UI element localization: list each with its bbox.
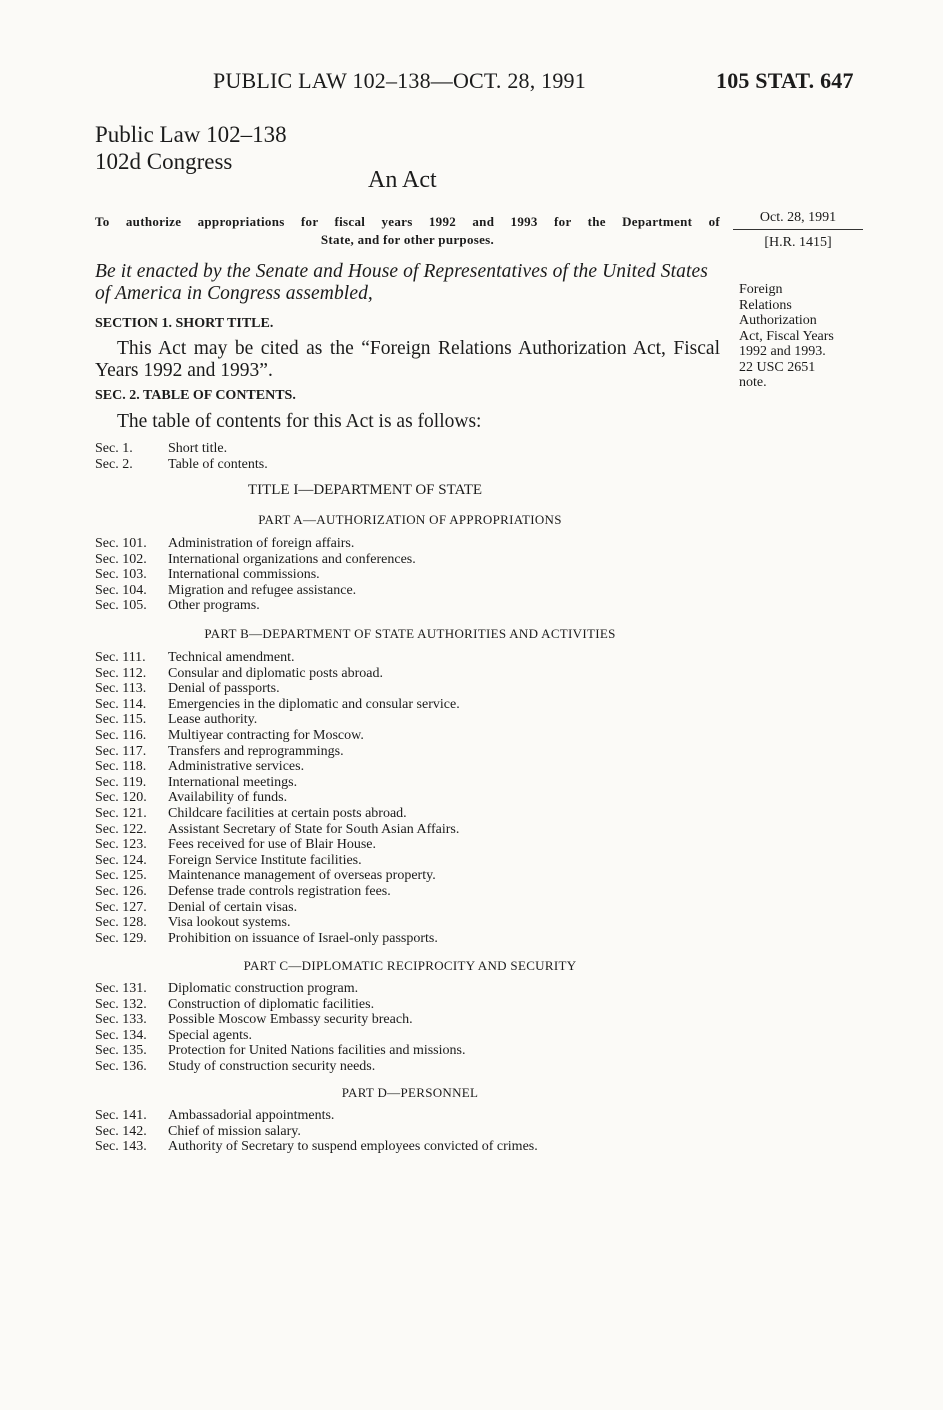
toc-section-number: Sec. 135. bbox=[95, 1043, 147, 1059]
toc-row bbox=[95, 1043, 465, 1059]
toc-row bbox=[95, 884, 460, 900]
part-d-list bbox=[95, 1108, 538, 1155]
toc-section-number: Sec. 122. bbox=[95, 821, 147, 837]
toc-section-number: Sec. 132. bbox=[95, 996, 147, 1012]
margin-note-line: 1992 and 1993. bbox=[739, 344, 826, 359]
toc-section-title: International organizations and conferences. bbox=[168, 551, 416, 567]
toc-row bbox=[95, 931, 460, 947]
part-d-heading: PART D—PERSONNEL bbox=[341, 1085, 479, 1100]
toc-section-number: Sec. 101. bbox=[95, 536, 147, 551]
toc-section-title: Consular and diplomatic posts abroad. bbox=[168, 665, 384, 681]
toc-section-title: Administration of foreign affairs. bbox=[168, 536, 355, 551]
toc-section-number: Sec. 111. bbox=[95, 650, 146, 665]
section-2-text: The table of contents for this Act is as follows: bbox=[117, 411, 482, 432]
toc-section-title: Authority of Secretary to suspend employees convicted of crimes. bbox=[168, 1139, 538, 1155]
toc-intro-list bbox=[95, 441, 268, 472]
title-i-heading: TITLE I—DEPARTMENT OF STATE bbox=[247, 482, 483, 498]
toc-section-number: Sec. 141. bbox=[95, 1108, 147, 1123]
toc-section-title: Childcare facilities at certain posts abroad. bbox=[168, 805, 407, 821]
toc-row bbox=[95, 536, 416, 552]
toc-row bbox=[95, 552, 416, 568]
toc-row bbox=[95, 457, 268, 473]
toc-row bbox=[95, 1059, 465, 1075]
toc-section-number: Sec. 113. bbox=[95, 681, 147, 697]
toc-row bbox=[95, 790, 460, 806]
toc-row bbox=[95, 1108, 538, 1124]
toc-section-number: Sec. 105. bbox=[95, 598, 147, 614]
toc-row bbox=[95, 853, 460, 869]
congress-label: 102d Congress bbox=[95, 149, 233, 174]
toc-row bbox=[95, 981, 465, 997]
margin-note-line: Authorization bbox=[739, 313, 817, 328]
toc-section-title: Multiyear contracting for Moscow. bbox=[168, 727, 364, 743]
toc-section-title: Maintenance management of overseas property. bbox=[168, 868, 436, 884]
margin-note-line: Act, Fiscal Years bbox=[739, 328, 834, 344]
toc-row bbox=[95, 744, 460, 760]
margin-note-line: 22 USC 2651 bbox=[739, 359, 816, 375]
toc-row bbox=[95, 712, 460, 728]
toc-section-number: Sec. 125. bbox=[95, 868, 147, 884]
toc-section-number: Sec. 133. bbox=[95, 1012, 147, 1028]
toc-section-number: Sec. 126. bbox=[95, 883, 147, 899]
toc-row bbox=[95, 759, 460, 775]
toc-row bbox=[95, 1139, 538, 1155]
toc-section-title: Prohibition on issuance of Israel-only passports. bbox=[168, 930, 438, 946]
running-head-page: 105 STAT. 647 bbox=[716, 68, 854, 93]
toc-section-title: Other programs. bbox=[168, 598, 260, 614]
toc-section-title: Special agents. bbox=[168, 1027, 252, 1043]
toc-row bbox=[95, 1028, 465, 1044]
toc-section-title: Possible Moscow Embassy security breach. bbox=[168, 1012, 413, 1028]
toc-section-title: Protection for United Nations facilities and missions. bbox=[168, 1043, 466, 1059]
toc-section-title: Study of construction security needs. bbox=[168, 1058, 376, 1074]
toc-section-number: Sec. 142. bbox=[95, 1123, 147, 1139]
toc-section-number: Sec. 112. bbox=[95, 665, 147, 681]
toc-section-number: Sec. 114. bbox=[95, 696, 147, 712]
section-2-heading: SEC. 2. TABLE OF CONTENTS. bbox=[95, 388, 296, 403]
toc-section-title: Visa lookout systems. bbox=[168, 915, 291, 931]
toc-section-title: Defense trade controls registration fees. bbox=[168, 883, 391, 899]
margin-note-line: note. bbox=[739, 375, 767, 390]
toc-section-title: Transfers and reprogrammings. bbox=[168, 743, 344, 759]
toc-section-number: Sec. 129. bbox=[95, 930, 147, 946]
toc-section-number: Sec. 103. bbox=[95, 567, 147, 583]
section-1-heading: SECTION 1. SHORT TITLE. bbox=[95, 316, 274, 331]
margin-note-line: Relations bbox=[739, 297, 792, 313]
toc-section-title: Denial of passports. bbox=[168, 681, 280, 697]
toc-row bbox=[95, 775, 460, 791]
bill-number: [H.R. 1415] bbox=[764, 235, 832, 250]
toc-section-number: Sec. 102. bbox=[95, 551, 147, 567]
part-a-list bbox=[95, 536, 416, 614]
toc-row bbox=[95, 583, 416, 599]
toc-row bbox=[95, 697, 460, 713]
purpose-line-1: To authorize appropriations for fiscal years 1992 and 1993 for the Department of bbox=[95, 214, 720, 229]
toc-section-title: Foreign Service Institute facilities. bbox=[168, 852, 362, 868]
part-b-list bbox=[95, 650, 460, 946]
toc-section-title: Emergencies in the diplomatic and consular service. bbox=[168, 696, 460, 712]
toc-section-title: Availability of funds. bbox=[168, 790, 288, 806]
toc-section-number: Sec. 118. bbox=[95, 759, 147, 775]
toc-section-number: Sec. 136. bbox=[95, 1058, 147, 1074]
section-1-text: This Act may be cited as the “Foreign Relations Authorization Act, Fiscal Years 1992 and 1993”. bbox=[95, 338, 720, 381]
toc-section-number: Sec. 131. bbox=[95, 981, 147, 996]
toc-section-title: Administrative services. bbox=[168, 759, 305, 775]
toc-section-number: Sec. 128. bbox=[95, 915, 147, 931]
purpose-line-2: State, and for other purposes. bbox=[320, 232, 495, 247]
toc-section-title: International meetings. bbox=[168, 774, 298, 790]
toc-section-title: Migration and refugee assistance. bbox=[168, 582, 357, 598]
toc-section-title: Short title. bbox=[168, 441, 228, 456]
toc-section-number: Sec. 104. bbox=[95, 582, 147, 598]
toc-row bbox=[95, 868, 460, 884]
part-c-list bbox=[95, 981, 465, 1075]
toc-row bbox=[95, 900, 460, 916]
toc-section-number: Sec. 120. bbox=[95, 790, 147, 806]
act-heading: An Act bbox=[368, 167, 437, 193]
toc-section-number: Sec. 127. bbox=[95, 899, 147, 915]
enacting-clause: Be it enacted by the Senate and House of Representatives of the United States of America in Congress assembled, bbox=[95, 261, 708, 304]
toc-section-number: Sec. 2. bbox=[95, 456, 133, 472]
toc-section-number: Sec. 124. bbox=[95, 852, 147, 868]
toc-row bbox=[95, 1124, 538, 1140]
toc-row bbox=[95, 822, 460, 838]
part-b-heading: PART B—DEPARTMENT OF STATE AUTHORITIES AND ACTIVITIES bbox=[204, 626, 616, 641]
margin-date-block bbox=[733, 207, 863, 254]
toc-row bbox=[95, 915, 460, 931]
part-a-heading: PART A—AUTHORIZATION OF APPROPRIATIONS bbox=[258, 512, 562, 527]
toc-row bbox=[95, 650, 460, 666]
toc-section-number: Sec. 116. bbox=[95, 727, 147, 743]
toc-section-title: Table of contents. bbox=[168, 456, 268, 472]
running-head-title: PUBLIC LAW 102–138—OCT. 28, 1991 bbox=[213, 68, 586, 93]
toc-section-title: Ambassadorial appointments. bbox=[168, 1108, 335, 1123]
toc-row bbox=[95, 806, 460, 822]
toc-section-number: Sec. 119. bbox=[95, 774, 147, 790]
toc-row bbox=[95, 728, 460, 744]
toc-section-number: Sec. 1. bbox=[95, 441, 133, 456]
enactment-date: Oct. 28, 1991 bbox=[733, 207, 863, 230]
toc-row bbox=[95, 997, 465, 1013]
toc-section-number: Sec. 123. bbox=[95, 837, 147, 853]
margin-note-line: Foreign bbox=[739, 282, 783, 297]
toc-section-title: Assistant Secretary of State for South Asian Affairs. bbox=[168, 821, 460, 837]
margin-note bbox=[739, 282, 869, 391]
toc-row bbox=[95, 1012, 465, 1028]
toc-section-number: Sec. 121. bbox=[95, 805, 147, 821]
toc-section-title: Technical amendment. bbox=[168, 650, 295, 665]
law-title-block bbox=[95, 121, 287, 175]
toc-section-title: International commissions. bbox=[168, 567, 320, 583]
toc-row bbox=[95, 666, 460, 682]
toc-row bbox=[95, 837, 460, 853]
toc-section-title: Diplomatic construction program. bbox=[168, 981, 359, 996]
toc-section-title: Denial of certain visas. bbox=[168, 899, 298, 915]
purpose-clause bbox=[95, 213, 720, 249]
toc-row bbox=[95, 598, 416, 614]
toc-row bbox=[95, 567, 416, 583]
toc-section-title: Chief of mission salary. bbox=[168, 1123, 301, 1139]
public-law-number: Public Law 102–138 bbox=[95, 122, 287, 147]
toc-row bbox=[95, 441, 268, 457]
toc-section-title: Lease authority. bbox=[168, 712, 258, 728]
part-c-heading: PART C—DIPLOMATIC RECIPROCITY AND SECURITY bbox=[243, 958, 577, 973]
toc-section-title: Construction of diplomatic facilities. bbox=[168, 996, 375, 1012]
toc-section-number: Sec. 143. bbox=[95, 1139, 147, 1155]
toc-section-title: Fees received for use of Blair House. bbox=[168, 837, 376, 853]
toc-section-number: Sec. 134. bbox=[95, 1027, 147, 1043]
toc-section-number: Sec. 117. bbox=[95, 743, 147, 759]
toc-section-number: Sec. 115. bbox=[95, 712, 147, 728]
toc-row bbox=[95, 681, 460, 697]
